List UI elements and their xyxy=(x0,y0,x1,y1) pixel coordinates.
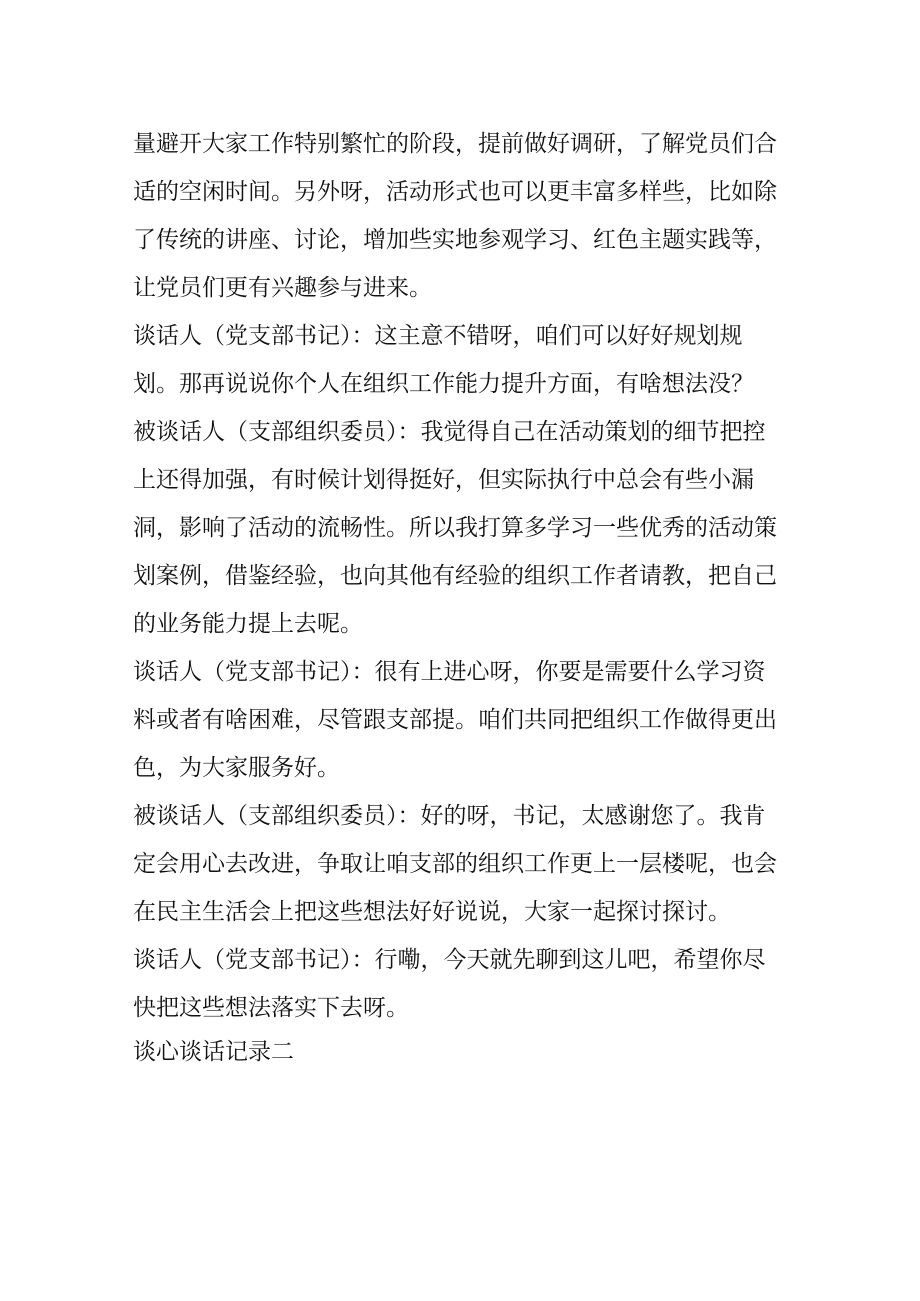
paragraph-4 xyxy=(133,648,793,792)
paragraph-6 xyxy=(133,936,793,1032)
text-line: 在民主生活会上把这些想法好好说说，大家一起探讨探讨。 xyxy=(133,899,731,925)
text-line: 被谈话人（支部组织委员）：我觉得自己在活动策划的细节把控 xyxy=(133,419,766,445)
text-line: 料或者有啥困难，尽管跟支部提。咱们共同把组织工作做得更出 xyxy=(133,707,777,733)
text-line: 让党员们更有兴趣参与进来。 xyxy=(133,275,432,301)
document-page xyxy=(133,120,793,1080)
text-line: 快把这些想法落实下去呀。 xyxy=(133,995,409,1021)
text-line: 定会用心去改进，争取让咱支部的组织工作更上一层楼呢，也会 xyxy=(133,851,777,877)
text-line: 的业务能力提上去呢。 xyxy=(133,611,363,637)
text-line: 洞，影响了活动的流畅性。所以我打算多学习一些优秀的活动策 xyxy=(133,515,777,541)
text-line: 划。那再说说你个人在组织工作能力提升方面，有啥想法没？ xyxy=(133,371,754,397)
text-line: 上还得加强，有时候计划得挺好，但实际执行中总会有些小漏 xyxy=(133,467,754,493)
text-line: 划案例，借鉴经验，也向其他有经验的组织工作者请教，把自己 xyxy=(133,563,777,589)
paragraph-2 xyxy=(133,312,793,408)
text-line: 谈话人（党支部书记）：这主意不错呀，咱们可以好好规划规 xyxy=(133,323,743,349)
text-line: 被谈话人（支部组织委员）：好的呀，书记，太感谢您了。我肯 xyxy=(133,803,766,829)
section-heading: 谈心谈话记录二 xyxy=(133,1039,294,1065)
paragraph-5 xyxy=(133,792,793,936)
paragraph-1 xyxy=(133,120,793,312)
text-line: 谈话人（党支部书记）：行嘞，今天就先聊到这儿吧，希望你尽 xyxy=(133,947,766,973)
text-line: 色，为大家服务好。 xyxy=(133,755,340,781)
paragraph-3 xyxy=(133,408,793,648)
text-line: 适的空闲时间。另外呀，活动形式也可以更丰富多样些，比如除 xyxy=(133,179,777,205)
text-line: 了传统的讲座、讨论，增加些实地参观学习、红色主题实践等， xyxy=(133,227,777,253)
text-line: 谈话人（党支部书记）：很有上进心呀，你要是需要什么学习资 xyxy=(133,659,766,685)
text-line: 量避开大家工作特别繁忙的阶段，提前做好调研，了解党员们合 xyxy=(133,131,777,157)
